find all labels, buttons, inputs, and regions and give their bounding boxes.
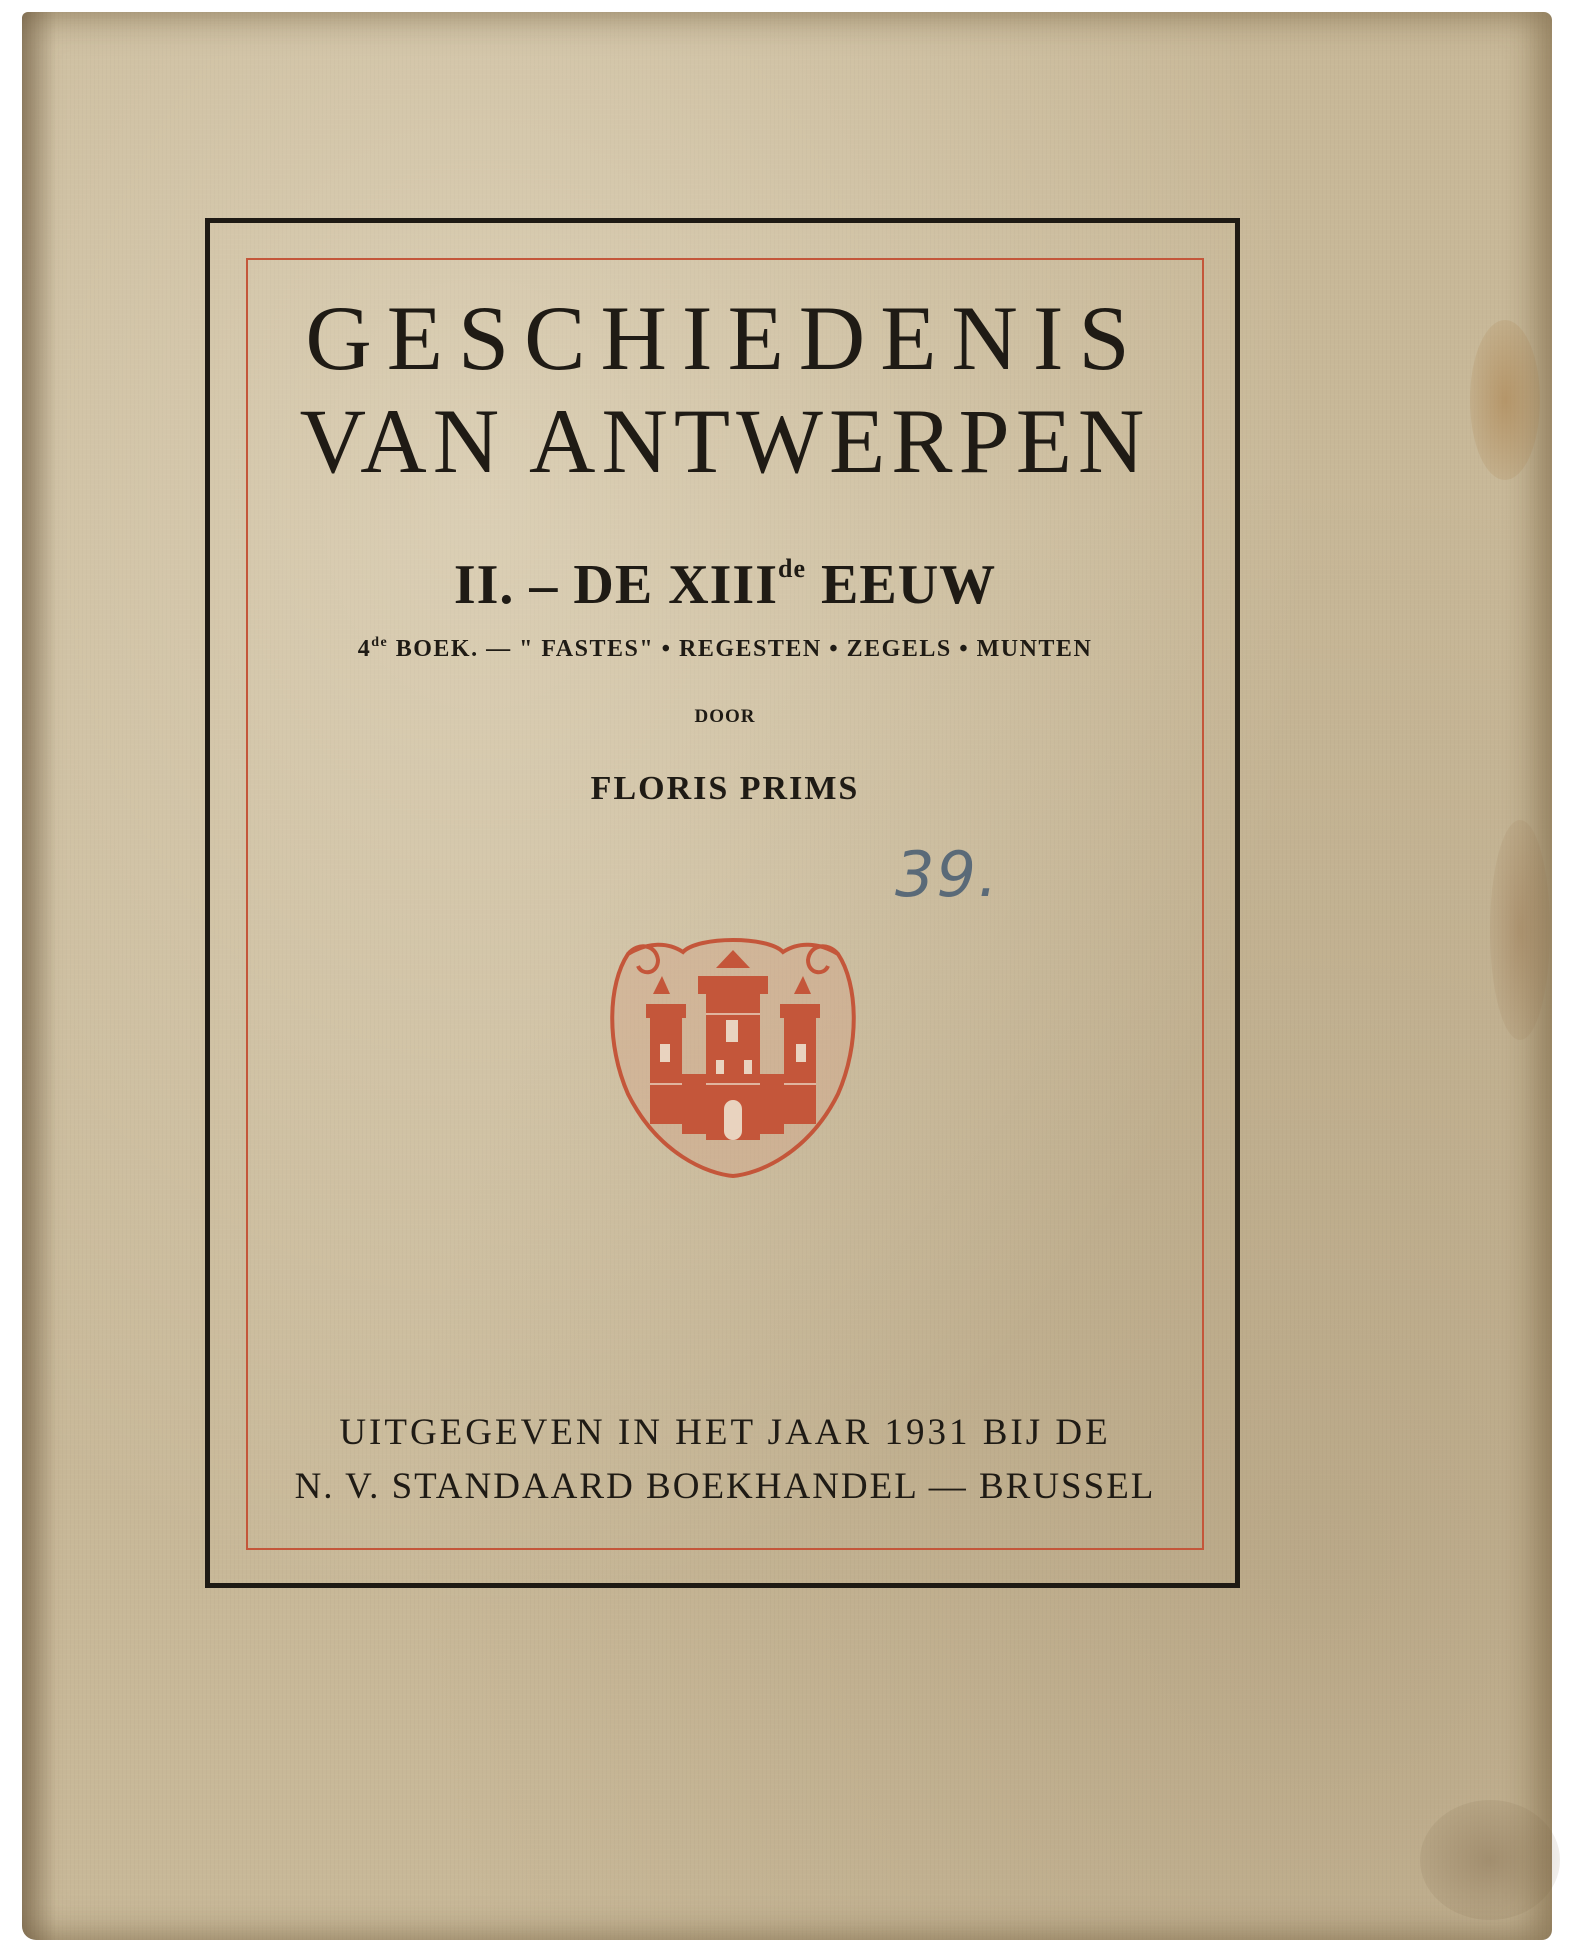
publisher-line-1: UITGEGEVEN IN HET JAAR 1931 BIJ DE: [339, 1412, 1111, 1453]
volume-title: [246, 554, 1204, 616]
volume-suffix: EEUW: [806, 554, 997, 616]
by-label: DOOR: [694, 706, 756, 727]
publisher-line-2: N. V. STANDAARD BOEKHANDEL — BRUSSEL: [294, 1466, 1156, 1507]
subline-sup: de: [371, 635, 389, 650]
author-name: FLORIS PRIMS: [590, 770, 860, 807]
subline-rest: BOEK. — " FASTES" • REGESTEN • ZEGELS • MUNTEN: [388, 636, 1093, 662]
stain: [1420, 1800, 1560, 1920]
stain: [1470, 320, 1540, 480]
subline-num: 4: [357, 636, 372, 662]
volume-prefix: II. – DE XIII: [453, 554, 779, 616]
contents-line: [246, 636, 1204, 661]
title-line-2: VAN ANTWERPEN: [299, 390, 1151, 492]
antwerp-castle-shield-icon: [598, 924, 868, 1180]
spine-shadow: [22, 12, 56, 1940]
title-line-1: GESCHIEDENIS: [305, 287, 1145, 389]
stain: [1490, 820, 1550, 1040]
handwritten-number: 39.: [895, 838, 1000, 911]
volume-sup: de: [778, 554, 807, 583]
